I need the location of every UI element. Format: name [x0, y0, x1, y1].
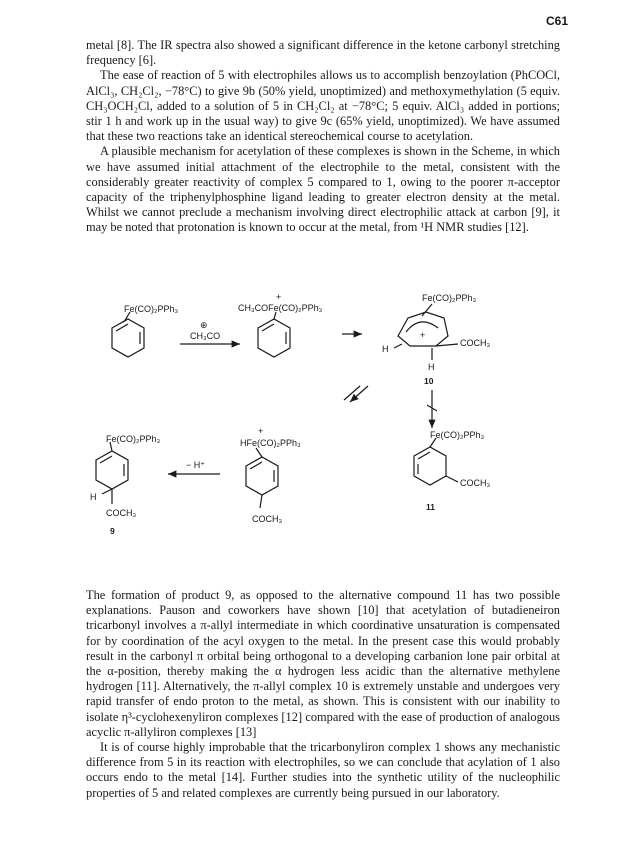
paragraph: It is of course highly improbable that the tricarbonyliron complex 1 shows any mechanistic difference from 5 in its reaction with electrophiles, so we can conclude that acylation of 1 also occurs endo to the metal [14]. Further studies into the synthetic utility of the nucleophilic properties of 5 and related complexes are currently being pursued in our laboratory. — [86, 740, 560, 800]
structure-label: CH₃COFe(CO)₂PPh₃ — [238, 303, 323, 313]
structure-label: Fe(CO)₂PPh₃ — [124, 304, 179, 314]
reaction-arrow — [350, 386, 368, 402]
charge-mark: + — [276, 292, 282, 302]
substituent-label: COCH₃ — [106, 508, 137, 518]
structure-label: HFe(CO)₂PPh₃ — [240, 438, 301, 448]
reaction-arrow — [344, 386, 360, 400]
compound-number: 9 — [110, 526, 115, 536]
body-text-top — [86, 38, 560, 236]
paragraph: metal [8]. The IR spectra also showed a significant difference in the ketone carbonyl stretching frequency [6]. — [86, 38, 560, 68]
paragraph: The ease of reaction of 5 with electrophiles allows us to accomplish benzoylation (PhCOCl, AlCl₃, CH₂Cl₂, −78°C) to give 9b (50% yield, unoptimized) and methoxymethylation (5 equiv. CH₃OCH₂Cl, added to a solution of 5 in CH₂Cl₂ at −78°C; 5 equiv. AlCl₃ added in portions; stir 1 h and work up in the usual way) to give 9c (65% yield, unoptimized). We have assumed that these two reactions take an identical stereochemical course to acetylation. — [86, 68, 560, 144]
pi-allyl-complex-structure — [394, 304, 458, 360]
alternative-product-structure — [414, 438, 458, 485]
body-text-bottom — [86, 588, 560, 801]
structure-label: Fe(CO)₂PPh₃ — [422, 293, 477, 303]
paragraph: The formation of product 9, as opposed to the alternative compound 11 has two possible explanations. Pauson and coworkers have shown [10] that acetylation of butadieneiron tricarbonyl involves a π-allyl intermediate in which coordinative unsaturation is compensated for by coordination of the acyl oxygen to the metal. In the present case this would probably result in the carbonyl π orbital being orthogonal to a developing carbanion lone pair orbital at the α-position, thereby making the α hydrogen less acidic than the alternative methylene hydrogen [11]. Alternatively, the π-allyl complex 10 is extremely unstable and undergoes very rapid transfer of endo proton to the metal, as shown. This is consistent with our inability to isolate η³-cyclohexenyliron complexes [12] compared with the ease of production of analogous acyclic π-allyliron complexes [13] — [86, 588, 560, 739]
charge-mark: ⊕ — [200, 320, 208, 330]
paragraph: A plausible mechanism for acetylation of these complexes is shown in the Scheme, in which we have assumed initial attachment of the electrophile to the metal, consistent with the considerably greater reactivity of complex 5 compared to 1, owing to the poorer π-acceptor capacity of the triphenylphosphine ligand leading to greater electron density at the metal. Whilst we cannot preclude a mechanism involving direct electrophilic attack at carbon [9], it may be noted that protonation is known to occur at the metal, from ¹H NMR studies [12]. — [86, 144, 560, 235]
charge-mark: + — [420, 330, 426, 340]
product-structure — [96, 442, 128, 504]
hydrido-complex-structure — [246, 448, 278, 508]
substituent-label: COCH₃ — [252, 514, 283, 524]
acyl-metal-complex-structure — [258, 312, 290, 357]
hydrogen-label: H — [90, 492, 97, 502]
diene-complex-structure — [112, 312, 144, 357]
reaction-scheme — [80, 288, 550, 538]
substituent-label: COCH₃ — [460, 478, 491, 488]
compound-number: 10 — [424, 376, 434, 386]
hydrogen-label: H — [428, 362, 435, 372]
structure-label: Fe(CO)₂PPh₃ — [106, 434, 161, 444]
substituent-label: COCH₃ — [460, 338, 491, 348]
compound-number: 11 — [426, 502, 435, 512]
structure-label: Fe(CO)₂PPh₃ — [430, 430, 485, 440]
reagent-label: − H⁺ — [186, 460, 206, 470]
charge-mark: + — [258, 426, 264, 436]
page-number: C61 — [545, 14, 568, 28]
hydrogen-label: H — [382, 344, 389, 354]
reagent-label: CH₃CO — [190, 331, 221, 341]
